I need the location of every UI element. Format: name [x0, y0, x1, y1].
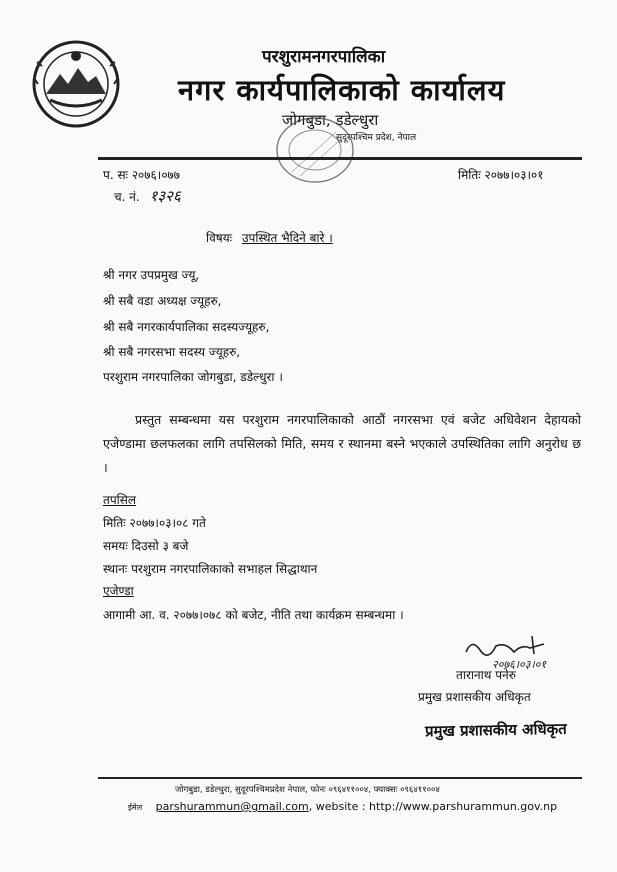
schedule-heading: तपसिल: [103, 493, 137, 507]
dispatch-number: [114, 186, 181, 206]
schedule-place: स्थानः परशुराम नगरपालिकाको सभाहल सिद्धाथान: [103, 562, 318, 576]
recipient: परशुराम नगरपालिका जोगबुडा, डडेल्धुरा ।: [103, 370, 283, 384]
email-link[interactable]: parshurammun@gmail.com: [155, 800, 309, 813]
ref-value: २०७६।०७७: [131, 168, 181, 182]
subject-line: [206, 229, 333, 246]
agenda-heading: एजेण्डा: [103, 584, 134, 598]
schedule-time: समयः दिउसो ३ बजे: [103, 539, 189, 553]
website-text[interactable]: , website : http://www.parshurammun.gov.np: [308, 800, 558, 813]
header-divider: [98, 157, 582, 160]
letter-body: प्रस्तुत सम्बन्धमा यस परशुराम नगरपालिकाको आठौं नगरसभा एवं बजेट अधिवेशन देहायको एजेण्डामा छलफलका लागि तपसिलको मिति, समय र स्थानमा बस्ने भएकाले उपस्थितिका लागि अनुरोध छ ।: [103, 412, 581, 475]
signatory-title: प्रमुख प्रशासकीय अधिकृत: [418, 690, 531, 704]
signature-date: २०७६।०३।०१: [492, 658, 547, 671]
office-seal-icon: [270, 112, 360, 190]
subject-value: उपस्थित भैदिने बारे ।: [241, 231, 333, 245]
recipient: श्री सबै नगरकार्यपालिका सदस्यज्यूहरु,: [103, 320, 270, 334]
reference-number: [103, 166, 180, 183]
letter-date: [458, 166, 544, 183]
footer-contact: [128, 800, 557, 813]
office-province: सुदूरपश्चिम प्रदेश, नेपाल: [336, 133, 417, 143]
title-stamp: प्रमुख प्रशासकीय अधिकृत: [424, 719, 567, 741]
municipality-name: परशुरामनगरपालिका: [262, 47, 386, 67]
chalani-value: १३२६: [149, 187, 181, 205]
chalani-label: च. नं.: [114, 190, 140, 204]
recipient: श्री नगर उपप्रमुख ज्यू,: [103, 268, 200, 282]
footer-address: जोगबुडा, डडेल्धुरा, सुदूरपश्चिमप्रदेश नेपाल, फोनः ०९६४११००४, फ्याक्सः ०९६४११००४: [175, 785, 440, 795]
office-name: नगर कार्यपालिकाको कार्यालय: [178, 73, 506, 107]
ref-label: प. सः: [103, 168, 128, 182]
email-label: ईमेल: [128, 803, 143, 812]
date-label: मितिः: [458, 168, 481, 182]
recipient: श्री सबै नगरसभा सदस्य ज्यूहरु,: [103, 345, 241, 359]
date-value: २०७७।०३।०१: [484, 168, 544, 182]
government-emblem-icon: [30, 38, 122, 130]
subject-label: विषयः: [206, 231, 233, 245]
footer-divider: [98, 777, 582, 779]
agenda-item: आगामी आ. व. २०७७।०७८ को बजेट, नीति तथा कार्यक्रम सम्बन्धमा ।: [103, 608, 404, 622]
schedule-date: मितिः २०७७।०३।०८ गते: [103, 516, 206, 530]
office-location: जोगबुडा, डडेल्धुरा: [282, 111, 379, 129]
signatory-name: तारानाथ पनेरु: [456, 668, 516, 682]
recipient: श्री सबै वडा अध्यक्ष ज्यूहरु,: [103, 294, 222, 308]
